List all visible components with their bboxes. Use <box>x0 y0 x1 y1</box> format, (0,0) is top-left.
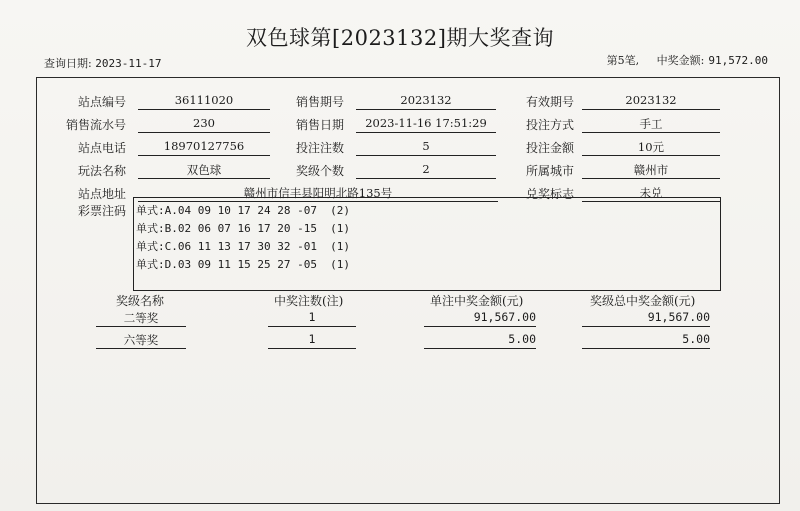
bet-method-label: 投注方式 <box>526 118 575 132</box>
valid-period-value: 2023132 <box>582 93 720 110</box>
station-no-label: 站点编号 <box>78 95 127 109</box>
query-date-value: 2023-11-17 <box>95 57 162 70</box>
prize-row-level: 二等奖 <box>96 310 186 327</box>
query-date <box>44 55 161 71</box>
prize-levels-label: 奖级个数 <box>296 164 345 178</box>
bets-box <box>133 197 721 291</box>
bets-label: 彩票注码 <box>78 204 127 218</box>
prize-amount-label: 中奖金额: <box>656 54 705 67</box>
prize-amount-value: 91,572.00 <box>708 54 768 67</box>
prize-row-unit: 91,567.00 <box>424 310 536 327</box>
bet-line: 单式:A.04 09 10 17 24 28 -07 (2) <box>136 204 351 217</box>
prize-header-count: 中奖注数(注) <box>274 294 344 308</box>
station-no-value: 36111020 <box>138 93 270 110</box>
sale-date-label: 销售日期 <box>296 118 345 132</box>
valid-period-label: 有效期号 <box>526 95 575 109</box>
query-date-label: 查询日期: <box>44 57 92 70</box>
bet-line: 单式:C.06 11 13 17 30 32 -01 (1) <box>136 240 351 253</box>
bet-count-label: 投注注数 <box>296 141 345 155</box>
prize-row-count: 1 <box>268 310 356 327</box>
bet-count-value: 5 <box>356 139 496 156</box>
bet-amount-label: 投注金额 <box>526 141 575 155</box>
bet-amount-value: 10元 <box>582 139 720 156</box>
record-count: 第5笔, <box>606 54 640 67</box>
sale-date-value: 2023-11-16 17:51:29 <box>356 116 496 133</box>
prize-header-total: 奖级总中奖金额(元) <box>590 294 696 308</box>
bet-line: 单式:B.02 06 07 16 17 20 -15 (1) <box>136 222 351 235</box>
bet-method-value: 手工 <box>582 116 720 133</box>
summary <box>593 52 768 68</box>
game-name-value: 双色球 <box>138 162 270 179</box>
prize-row-total: 5.00 <box>582 332 710 349</box>
prize-header-unit: 单注中奖金额(元) <box>430 294 524 308</box>
prize-row-unit: 5.00 <box>424 332 536 349</box>
redeem-flag-label: 兑奖标志 <box>526 187 575 201</box>
bet-line: 单式:D.03 09 11 15 25 27 -05 (1) <box>136 258 351 271</box>
serial-no-label: 销售流水号 <box>66 118 127 132</box>
prize-header-level: 奖级名称 <box>116 294 165 308</box>
page-title: 双色球第[2023132]期大奖查询 <box>246 26 554 50</box>
prize-levels-value: 2 <box>356 162 496 179</box>
prize-row-total: 91,567.00 <box>582 310 710 327</box>
phone-label: 站点电话 <box>78 141 127 155</box>
address-value: 赣州市信丰县阳明北路135号 <box>138 185 498 202</box>
city-value: 赣州市 <box>582 162 720 179</box>
prize-row-level: 六等奖 <box>96 332 186 349</box>
sale-period-label: 销售期号 <box>296 95 345 109</box>
game-name-label: 玩法名称 <box>78 164 127 178</box>
sale-period-value: 2023132 <box>356 93 496 110</box>
redeem-flag-value: 未兑 <box>582 185 720 202</box>
address-label: 站点地址 <box>78 187 127 201</box>
phone-value: 18970127756 <box>138 139 270 156</box>
city-label: 所属城市 <box>526 164 575 178</box>
serial-no-value: 230 <box>138 116 270 133</box>
prize-row-count: 1 <box>268 332 356 349</box>
